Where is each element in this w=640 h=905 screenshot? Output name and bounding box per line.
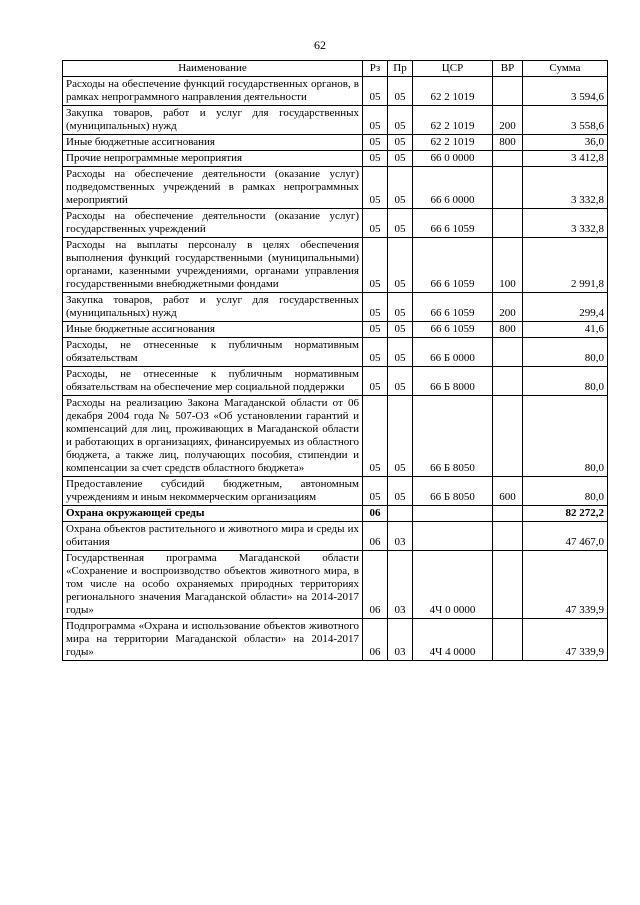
cell-vr (493, 522, 523, 551)
cell-name: Расходы, не отнесенные к публичным нормативным обязательствам на обеспечение мер социальной поддержки (63, 367, 363, 396)
cell-rz: 06 (363, 506, 388, 522)
cell-rz: 05 (363, 77, 388, 106)
cell-name: Иные бюджетные ассигнования (63, 322, 363, 338)
cell-pr: 05 (388, 293, 413, 322)
cell-csr: 66 6 0000 (413, 167, 493, 209)
cell-sum: 47 467,0 (523, 522, 608, 551)
cell-sum: 41,6 (523, 322, 608, 338)
cell-pr: 05 (388, 367, 413, 396)
cell-pr (388, 506, 413, 522)
cell-vr: 800 (493, 135, 523, 151)
table-row (63, 293, 608, 322)
table-row (63, 367, 608, 396)
cell-rz: 05 (363, 106, 388, 135)
cell-sum: 47 339,9 (523, 551, 608, 619)
cell-pr: 05 (388, 396, 413, 477)
cell-sum: 299,4 (523, 293, 608, 322)
cell-sum: 80,0 (523, 477, 608, 506)
cell-name: Прочие непрограммные мероприятия (63, 151, 363, 167)
cell-sum: 3 332,8 (523, 209, 608, 238)
cell-rz: 05 (363, 209, 388, 238)
table-row (63, 522, 608, 551)
cell-name: Расходы на выплаты персоналу в целях обеспечения выполнения функций государственными (муниципальными) органами, казенными учреждениями, органами управления государственными внебюджетными фондами (63, 238, 363, 293)
table-row (63, 77, 608, 106)
column-header-rz: Рз (363, 61, 388, 77)
cell-sum: 80,0 (523, 367, 608, 396)
cell-rz: 05 (363, 151, 388, 167)
cell-pr: 05 (388, 77, 413, 106)
cell-sum: 3 558,6 (523, 106, 608, 135)
cell-name: Иные бюджетные ассигнования (63, 135, 363, 151)
column-header-name: Наименование (63, 61, 363, 77)
cell-vr: 200 (493, 106, 523, 135)
cell-pr: 05 (388, 106, 413, 135)
cell-rz: 05 (363, 367, 388, 396)
table-row (63, 209, 608, 238)
cell-name: Охрана объектов растительного и животного мира и среды их обитания (63, 522, 363, 551)
cell-sum: 2 991,8 (523, 238, 608, 293)
table-row (63, 238, 608, 293)
cell-vr: 800 (493, 322, 523, 338)
cell-rz: 06 (363, 522, 388, 551)
column-header-vr: ВР (493, 61, 523, 77)
cell-name: Расходы, не отнесенные к публичным нормативным обязательствам (63, 338, 363, 367)
table-row (63, 135, 608, 151)
cell-csr: 4Ч 0 0000 (413, 551, 493, 619)
cell-sum: 3 412,8 (523, 151, 608, 167)
cell-vr (493, 209, 523, 238)
table-body (63, 77, 608, 661)
cell-vr: 200 (493, 293, 523, 322)
table-row (63, 619, 608, 661)
cell-csr: 66 0 0000 (413, 151, 493, 167)
cell-vr (493, 506, 523, 522)
cell-rz: 05 (363, 293, 388, 322)
table-row (63, 322, 608, 338)
cell-name: Государственная программа Магаданской области «Сохранение и воспроизводство объектов животного мира, в том числе на особо охраняемых природных территориях регионального значения Магаданской области» на 2014-2017 годы» (63, 551, 363, 619)
table-row (63, 167, 608, 209)
cell-pr: 03 (388, 619, 413, 661)
cell-csr: 66 Б 8050 (413, 396, 493, 477)
table-header-row (63, 61, 608, 77)
cell-name: Расходы на обеспечение деятельности (оказание услуг) подведомственных учреждений в рамках непрограммных мероприятий (63, 167, 363, 209)
cell-name: Расходы на обеспечение деятельности (оказание услуг) государственных учреждений (63, 209, 363, 238)
column-header-csr: ЦСР (413, 61, 493, 77)
cell-vr (493, 167, 523, 209)
cell-sum: 80,0 (523, 396, 608, 477)
cell-pr: 05 (388, 338, 413, 367)
cell-pr: 05 (388, 322, 413, 338)
cell-rz: 05 (363, 322, 388, 338)
cell-sum: 80,0 (523, 338, 608, 367)
cell-vr (493, 619, 523, 661)
cell-vr (493, 367, 523, 396)
cell-csr: 66 6 1059 (413, 322, 493, 338)
column-header-pr: Пр (388, 61, 413, 77)
cell-pr: 05 (388, 238, 413, 293)
cell-name: Предоставление субсидий бюджетным, автономным учреждениям и иным некоммерческим организациям (63, 477, 363, 506)
cell-csr (413, 522, 493, 551)
cell-name: Закупка товаров, работ и услуг для государственных (муниципальных) нужд (63, 293, 363, 322)
cell-csr: 66 6 1059 (413, 238, 493, 293)
cell-rz: 05 (363, 167, 388, 209)
cell-sum: 82 272,2 (523, 506, 608, 522)
cell-csr: 62 2 1019 (413, 135, 493, 151)
cell-vr: 600 (493, 477, 523, 506)
cell-vr (493, 551, 523, 619)
cell-sum: 47 339,9 (523, 619, 608, 661)
cell-vr (493, 77, 523, 106)
cell-pr: 05 (388, 477, 413, 506)
cell-csr: 66 6 1059 (413, 209, 493, 238)
cell-name: Охрана окружающей среды (63, 506, 363, 522)
table-row (63, 551, 608, 619)
cell-name: Расходы на обеспечение функций государственных органов, в рамках непрограммного направления деятельности (63, 77, 363, 106)
cell-name: Расходы на реализацию Закона Магаданской области от 06 декабря 2004 года № 507-ОЗ «Об установлении гарантий и компенсаций для лиц, проживающих в Магаданской области и работающих в организациях, финансируемых из областного бюджета, а также лиц, получающих пособия, стипендии и компенсации за счет средств областного бюджета» (63, 396, 363, 477)
cell-vr (493, 396, 523, 477)
cell-rz: 05 (363, 338, 388, 367)
cell-pr: 05 (388, 151, 413, 167)
cell-csr: 66 Б 8000 (413, 367, 493, 396)
cell-pr: 05 (388, 135, 413, 151)
cell-vr (493, 338, 523, 367)
cell-sum: 36,0 (523, 135, 608, 151)
cell-csr: 66 6 1059 (413, 293, 493, 322)
cell-csr: 66 Б 8050 (413, 477, 493, 506)
cell-rz: 05 (363, 135, 388, 151)
cell-vr (493, 151, 523, 167)
cell-pr: 05 (388, 167, 413, 209)
cell-sum: 3 332,8 (523, 167, 608, 209)
cell-rz: 06 (363, 619, 388, 661)
cell-name: Закупка товаров, работ и услуг для государственных (муниципальных) нужд (63, 106, 363, 135)
table-row (63, 106, 608, 135)
cell-name: Подпрограмма «Охрана и использование объектов животного мира на территории Магаданской области» на 2014-2017 годы» (63, 619, 363, 661)
cell-pr: 03 (388, 551, 413, 619)
table-row (63, 477, 608, 506)
cell-csr: 66 Б 0000 (413, 338, 493, 367)
cell-pr: 05 (388, 209, 413, 238)
column-header-sum: Сумма (523, 61, 608, 77)
table-row (63, 338, 608, 367)
page-number: 62 (314, 38, 326, 52)
budget-table (62, 60, 608, 661)
cell-rz: 05 (363, 477, 388, 506)
cell-csr: 62 2 1019 (413, 77, 493, 106)
table-row (63, 396, 608, 477)
cell-csr: 62 2 1019 (413, 106, 493, 135)
table-row (63, 506, 608, 522)
cell-csr (413, 506, 493, 522)
cell-rz: 05 (363, 396, 388, 477)
cell-pr: 03 (388, 522, 413, 551)
cell-csr: 4Ч 4 0000 (413, 619, 493, 661)
cell-rz: 06 (363, 551, 388, 619)
table-row (63, 151, 608, 167)
cell-vr: 100 (493, 238, 523, 293)
cell-rz: 05 (363, 238, 388, 293)
cell-sum: 3 594,6 (523, 77, 608, 106)
